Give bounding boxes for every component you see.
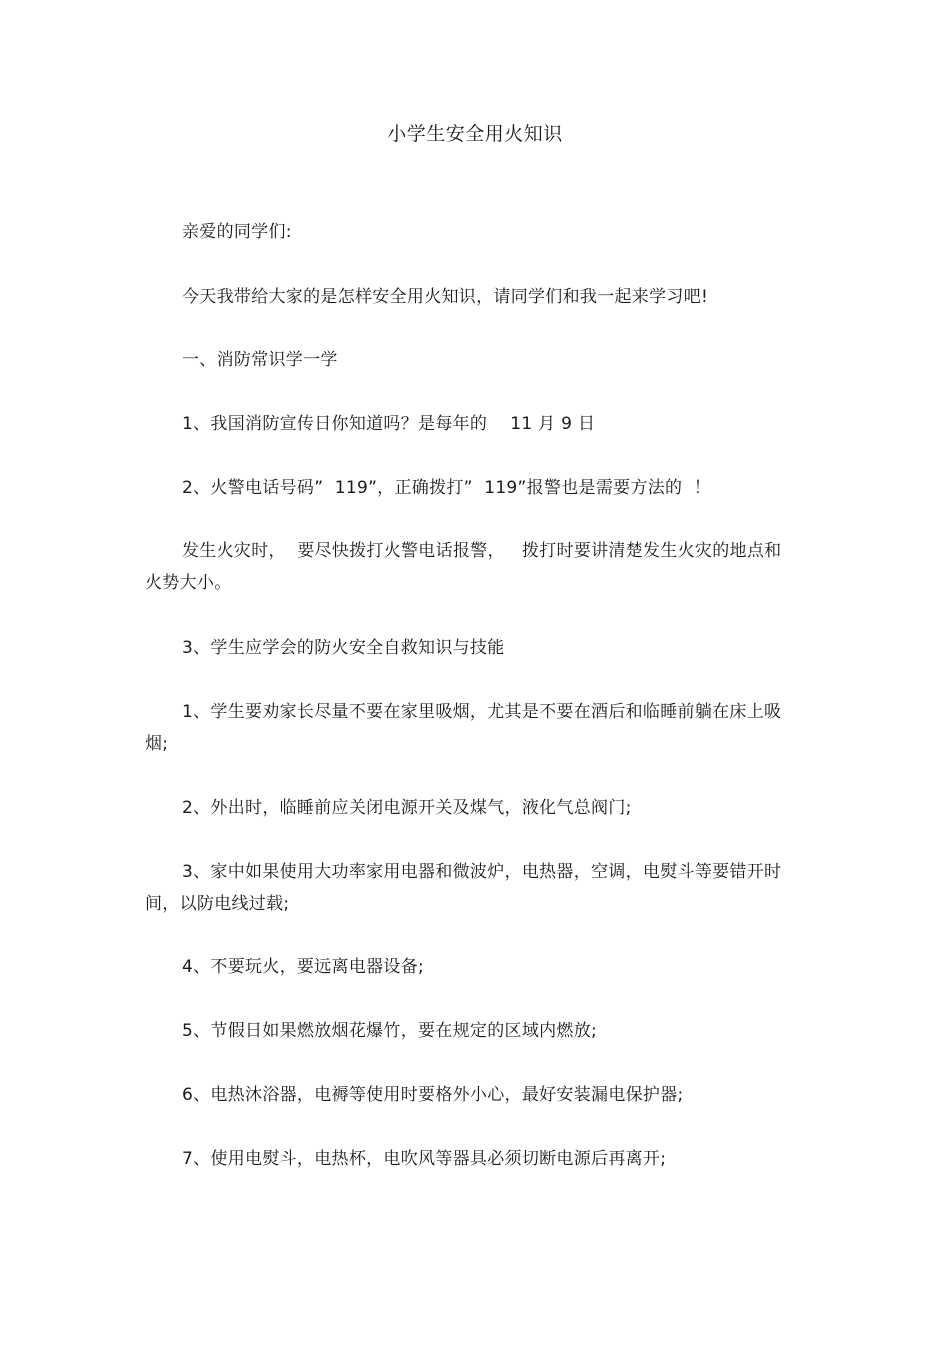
paragraph-report-fire: 发生火灾时， 要尽快拨打火警电话报警， 拨打时要讲清楚发生火灾的地点和火势大小。 xyxy=(145,541,782,593)
paragraph-fire-day: 1、我国消防宣传日你知道吗？是每年的 11 月 9 日 xyxy=(182,414,596,434)
list-item-7: 7、使用电熨斗，电热杯，电吹风等器具必须切断电源后再离开; xyxy=(182,1149,667,1169)
section-heading-fire-knowledge: 一、消防常识学一学 xyxy=(182,350,338,370)
list-item-5: 5、节假日如果燃放烟花爆竹，要在规定的区域内燃放; xyxy=(182,1021,598,1041)
list-item-2: 2、外出时，临睡前应关闭电源开关及煤气，液化气总阀门; xyxy=(182,798,632,818)
list-item-6: 6、电热沐浴器，电褥等使用时要格外小心，最好安装漏电保护器; xyxy=(182,1085,684,1105)
paragraph-greeting: 亲爱的同学们: xyxy=(182,222,292,242)
paragraph-intro: 今天我带给大家的是怎样安全用火知识，请同学们和我一起来学习吧! xyxy=(182,287,709,307)
document-title: 小学生安全用火知识 xyxy=(387,123,563,145)
paragraph-fire-number: 2、火警电话号码” 119”，正确拨打” 119”报警也是需要方法的 ！ xyxy=(182,478,712,498)
list-item-3: 3、家中如果使用大功率家用电器和微波炉，电热器，空调，电熨斗等要错开时间，以防电线过载; xyxy=(145,862,782,914)
list-item-4: 4、不要玩火，要远离电器设备; xyxy=(182,957,425,977)
paragraph-self-rescue-heading: 3、学生应学会的防火安全自救知识与技能 xyxy=(182,638,505,658)
list-item-1: 1、学生要劝家长尽量不要在家里吸烟，尤其是不要在酒后和临睡前躺在床上吸烟; xyxy=(145,702,782,754)
